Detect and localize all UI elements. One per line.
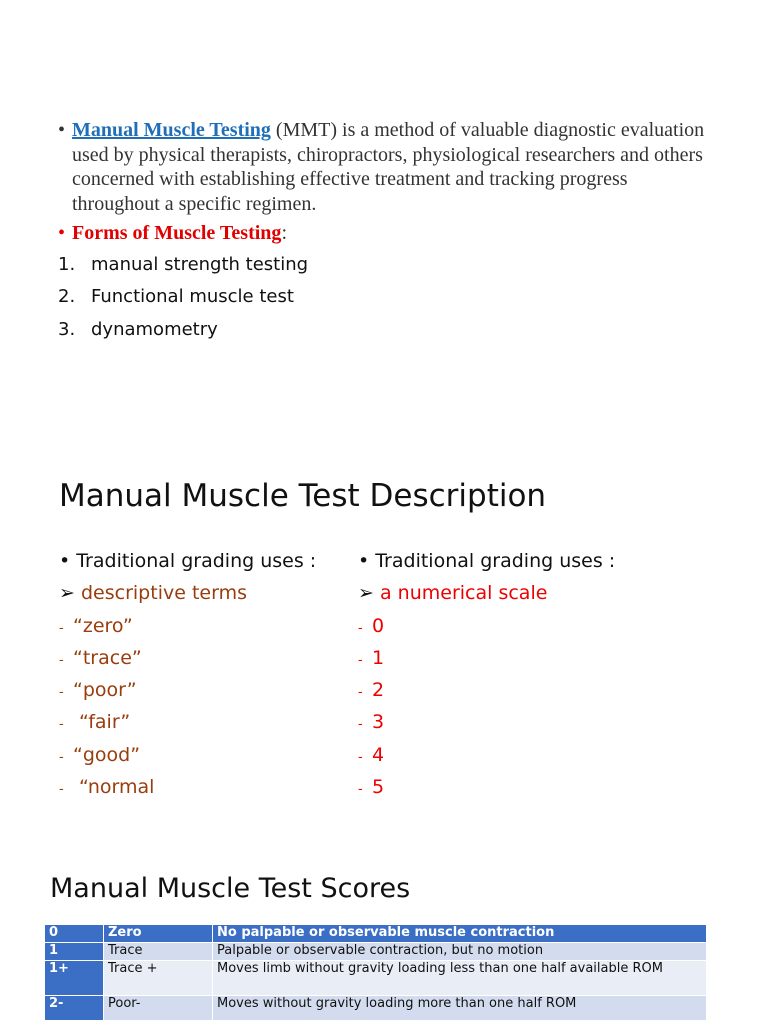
table-row xyxy=(45,943,707,961)
forms-list xyxy=(58,254,308,351)
term: “poor” xyxy=(73,679,137,702)
table-cell: Moves without gravity loading more than one half ROM xyxy=(213,996,707,1021)
term: “zero” xyxy=(73,614,133,637)
forms-colon: : xyxy=(281,222,287,244)
term: “trace” xyxy=(73,646,142,669)
list-item xyxy=(358,678,615,710)
description-title: Manual Muscle Test Description xyxy=(59,478,547,514)
term: “fair” xyxy=(73,711,131,734)
list-label: Functional muscle test xyxy=(91,286,294,308)
arrow-icon: ➢ xyxy=(59,582,75,605)
list-item xyxy=(58,319,308,351)
list-item xyxy=(358,710,615,742)
list-item xyxy=(58,286,308,318)
table-row xyxy=(45,961,707,996)
dash-icon: - xyxy=(59,620,64,636)
list-item xyxy=(59,710,316,742)
list-item xyxy=(358,743,615,775)
dash-icon: - xyxy=(59,782,64,798)
subheading-text: a numerical scale xyxy=(380,582,548,605)
column-subheading xyxy=(59,581,316,613)
scores-title: Manual Muscle Test Scores xyxy=(50,873,411,904)
column-subheading xyxy=(358,581,615,613)
column-heading: • Traditional grading uses : xyxy=(358,550,616,572)
dash-icon: - xyxy=(358,652,363,668)
dash-icon: - xyxy=(59,685,64,701)
forms-heading xyxy=(58,222,287,245)
list-label: dynamometry xyxy=(91,318,218,340)
table-cell: 1+ xyxy=(45,961,104,996)
scores-table xyxy=(44,924,707,1021)
subheading-text: descriptive terms xyxy=(81,582,247,605)
list-item xyxy=(59,743,316,775)
dash-icon: - xyxy=(59,749,64,765)
dash-icon: - xyxy=(358,685,363,701)
intro-text: (MMT) is a method of valuable diagnostic evaluation used by physical therapists, chiropractors, physiological researchers and others concerned with establishing effective treatment and tracking progress throughout a specific regimen. xyxy=(72,119,705,215)
intro-paragraph xyxy=(58,118,718,216)
list-label: manual strength testing xyxy=(91,254,309,275)
forms-title: Forms of Muscle Testing xyxy=(72,222,282,244)
list-item xyxy=(59,775,316,807)
table-cell: Moves limb without gravity loading less than one half available ROM xyxy=(213,961,707,996)
table-cell: 2- xyxy=(45,996,104,1021)
list-number: 1. xyxy=(58,254,76,275)
dash-icon: - xyxy=(358,620,363,636)
table-header-row xyxy=(45,925,707,943)
term: 1 xyxy=(372,646,385,669)
term: 0 xyxy=(372,614,385,637)
list-item xyxy=(59,678,316,710)
table-cell: Zero xyxy=(104,925,213,943)
dash-icon: - xyxy=(358,749,363,765)
term: 4 xyxy=(372,743,385,766)
list-number: 3. xyxy=(58,318,76,340)
list-item xyxy=(358,646,615,678)
dash-icon: - xyxy=(358,782,363,798)
term: “good” xyxy=(73,743,141,766)
table-row xyxy=(45,996,707,1021)
table-cell: Trace xyxy=(104,943,213,961)
bullet: • xyxy=(58,119,66,141)
term: 2 xyxy=(372,679,385,702)
dash-icon: - xyxy=(59,717,64,733)
list-item xyxy=(58,254,308,286)
term: “normal xyxy=(73,776,155,799)
term: 5 xyxy=(372,776,385,799)
table-cell: No palpable or observable muscle contraction xyxy=(213,925,707,943)
table-cell: Palpable or observable contraction, but no motion xyxy=(213,943,707,961)
bullet: • xyxy=(58,222,66,244)
table-cell: Poor- xyxy=(104,996,213,1021)
list-item xyxy=(358,614,615,646)
descriptive-terms-column xyxy=(59,549,316,807)
table-cell: Trace + xyxy=(104,961,213,996)
column-heading: • Traditional grading uses : xyxy=(59,550,317,572)
arrow-icon: ➢ xyxy=(358,582,374,605)
table-cell: 1 xyxy=(45,943,104,961)
dash-icon: - xyxy=(358,717,363,733)
mmt-link[interactable]: Manual Muscle Testing xyxy=(72,119,271,141)
list-item xyxy=(59,614,316,646)
list-number: 2. xyxy=(58,286,76,308)
dash-icon: - xyxy=(59,652,64,668)
table-cell: 0 xyxy=(45,925,104,943)
list-item xyxy=(358,775,615,807)
list-item xyxy=(59,646,316,678)
numerical-scale-column xyxy=(358,549,615,807)
term: 3 xyxy=(372,711,385,734)
